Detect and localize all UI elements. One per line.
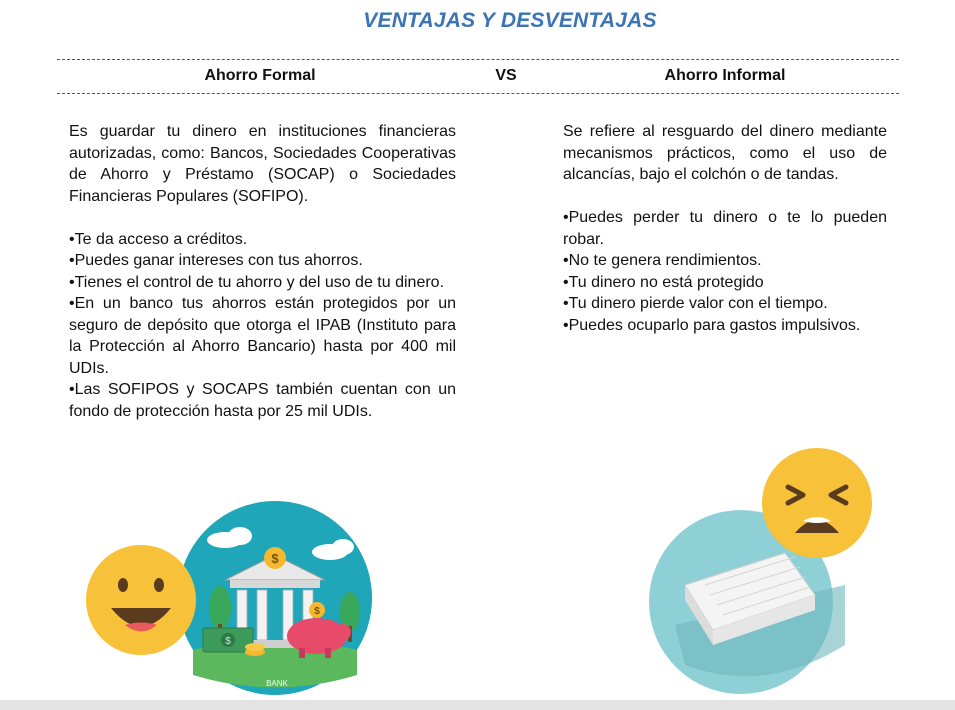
list-item: •Te da acceso a créditos. (69, 230, 248, 248)
list-item: •Tu dinero no está protegido (563, 273, 764, 291)
formal-column (69, 121, 456, 422)
svg-text:$: $ (314, 606, 320, 617)
svg-text:$: $ (225, 636, 231, 647)
informal-column (563, 121, 887, 336)
page-title: VENTAJAS Y DESVENTAJAS (363, 9, 657, 32)
list-item: •En un banco tus ahorros están protegidos por un seguro de depósito que otorga el IPAB (Instituto para la Protección al Ahorro Bancario) hasta por 400 mil UDIs. (69, 295, 456, 377)
list-item: •Tu dinero pierde valor con el tiempo. (563, 295, 828, 312)
informal-points-list (563, 207, 887, 336)
header-informal: Ahorro Informal (664, 67, 786, 84)
list-item: •Tienes el control de tu ahorro y del uso de tu dinero. (69, 273, 445, 291)
list-item: •Puedes ocuparlo para gastos impulsivos. (563, 316, 861, 334)
bank-sign: BANK (266, 679, 288, 688)
list-item: •Las SOFIPOS y SOCAPS también cuentan con un fondo de protección hasta por 25 mil UDIs. (69, 381, 456, 420)
mattress-illustration (645, 445, 885, 695)
formal-points-list (69, 229, 456, 423)
list-item: •Puedes ganar intereses con tus ahorros. (69, 252, 363, 269)
header-formal: Ahorro Formal (204, 67, 316, 84)
svg-text:$: $ (271, 551, 279, 566)
list-item: •No te genera rendimientos. (563, 252, 762, 269)
distressed-face-icon (762, 448, 872, 558)
header-vs: VS (495, 67, 517, 84)
footer-bar (0, 700, 955, 710)
happy-face-icon (86, 545, 196, 655)
formal-definition: Es guardar tu dinero en instituciones financieras autorizadas, como: Bancos, Sociedades Cooperativas de Ahorro y Préstamo (SOCAP) o Sociedades Financieras Populares (SOFIPO). (69, 123, 456, 205)
header-rule-top (57, 59, 899, 60)
informal-definition: Se refiere al resguardo del dinero mediante mecanismos prácticos, como el uso de alcancías, bajo el colchón o de tandas. (563, 123, 887, 183)
list-item: •Puedes perder tu dinero o te lo pueden robar. (563, 209, 887, 248)
bank-illustration (85, 500, 385, 700)
header-rule-bottom (57, 93, 899, 94)
